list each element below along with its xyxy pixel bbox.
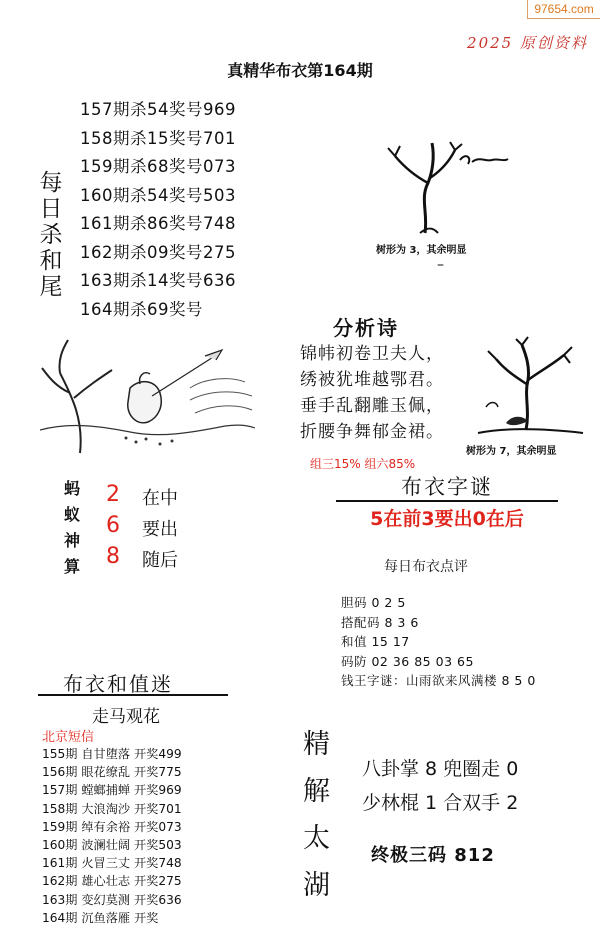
poem-title: 分析诗 (333, 316, 399, 340)
tree1-caption: 树形为 3，其余明显 (376, 245, 467, 256)
review-list (341, 593, 536, 691)
sum-riddle-subtitle: 走马观花 (92, 707, 160, 727)
daily-kill-list (80, 96, 236, 324)
watermark: 97654.com (527, 0, 600, 19)
kill-row: 162期杀09奖号275 (80, 242, 236, 262)
poem-line: 折腰争舞郁金裙。 (300, 422, 444, 442)
ant-word: 在中 (142, 488, 178, 509)
vlabel-char: 尾 (39, 274, 63, 300)
kill-row: 163期杀14奖号636 (80, 271, 236, 290)
kill-row: 158期杀15奖号701 (80, 128, 236, 148)
taihu-row: 少林棍 1 合双手 2 (362, 792, 519, 814)
ant-number: 8 (106, 544, 120, 569)
sms-row: 161期 火冒三丈 开奖748 (42, 856, 182, 871)
review-item: 搭配码 8 3 6 (341, 614, 419, 630)
poem-lines (300, 339, 444, 443)
final-three-codes: 终极三码 812 (371, 845, 495, 866)
vlabel-char: 杀 (39, 222, 63, 248)
taihu-title-char: 太 (303, 823, 330, 854)
group-probability-note: 组三15% 组六85% (310, 457, 416, 471)
vlabel-char: 每 (39, 170, 63, 196)
sum-riddle-title: 布衣和值迷 (63, 672, 173, 696)
sms-row: 156期 眼花缭乱 开奖775 (42, 765, 182, 780)
taihu-row: 八卦掌 8 兜圈走 0 (362, 758, 519, 780)
sms-row: 159期 绰有余裕 开奖073 (42, 819, 182, 834)
ant-words (142, 484, 178, 577)
kill-row: 161期杀86奖号748 (80, 214, 236, 233)
taihu-title-char: 精 (303, 729, 330, 760)
sms-title: 北京短信 (42, 730, 95, 745)
kill-row: 159期杀68奖号073 (80, 157, 236, 176)
ant-number: 2 (106, 482, 120, 507)
ant-label-char: 蚂 (64, 479, 81, 498)
tree1-dash: – (437, 257, 444, 273)
sms-row: 163期 变幻莫测 开奖636 (42, 892, 182, 907)
sms-row: 157期 螳螂捕蝉 开奖969 (42, 783, 182, 798)
ant-word: 随后 (142, 550, 178, 571)
ant-numbers (106, 482, 120, 575)
review-item: 钱王字谜：山雨欲来风满楼 8 5 0 (341, 673, 536, 689)
fishing-sketch (40, 338, 255, 458)
review-item: 码防 02 36 85 03 65 (341, 653, 474, 669)
sms-row: 160期 波澜壮阔 开奖503 (42, 837, 182, 852)
vlabel-char: 和 (39, 248, 63, 274)
daily-kill-vertical-label (38, 170, 64, 300)
sms-list (42, 745, 182, 927)
tree-sketch-2 (468, 335, 588, 440)
ant-label-vertical (64, 476, 80, 580)
riddle-divider (336, 500, 558, 502)
tree-sketch-1 (380, 138, 520, 238)
sms-row: 164期 沉鱼落雁 开奖 (42, 910, 159, 925)
ant-word: 要出 (142, 519, 178, 540)
sms-row: 162期 雄心壮志 开奖275 (42, 874, 182, 889)
review-item: 和值 15 17 (341, 634, 410, 650)
tree2-caption: 树形为 7，其余明显 (466, 446, 557, 457)
taihu-rows (362, 754, 518, 822)
sum-riddle-divider (38, 694, 228, 696)
poem-line: 垂手乱翻雕玉佩， (300, 396, 444, 416)
kill-row: 164期杀69奖号 (80, 299, 203, 319)
kill-row: 160期杀54奖号503 (80, 185, 236, 205)
vlabel-char: 日 (39, 196, 63, 222)
taihu-title-char: 湖 (303, 870, 330, 901)
sms-row: 158期 大浪淘沙 开奖701 (42, 801, 182, 816)
ant-label-char: 神 (64, 531, 81, 550)
review-item: 胆码 0 2 5 (341, 595, 406, 610)
review-title: 每日布衣点评 (384, 559, 468, 575)
ant-label-char: 蚁 (64, 505, 81, 524)
taihu-vertical-title (303, 722, 330, 910)
ant-label-char: 算 (64, 557, 81, 576)
kill-row: 157期杀54奖号969 (80, 100, 236, 119)
taihu-title-char: 解 (303, 776, 330, 807)
ant-number: 6 (106, 513, 120, 538)
poem-line: 锦帏初卷卫夫人， (300, 344, 444, 364)
sms-row: 155期 自甘堕落 开奖499 (42, 747, 182, 761)
poem-line: 绣被犹堆越鄂君。 (300, 370, 444, 390)
page-title: 真精华布衣第164期 (227, 61, 373, 80)
riddle-title: 布衣字谜 (401, 475, 493, 499)
riddle-answer: 5在前3要出0在后 (370, 508, 524, 530)
brand-text: 2025 原创资料 (467, 34, 588, 52)
